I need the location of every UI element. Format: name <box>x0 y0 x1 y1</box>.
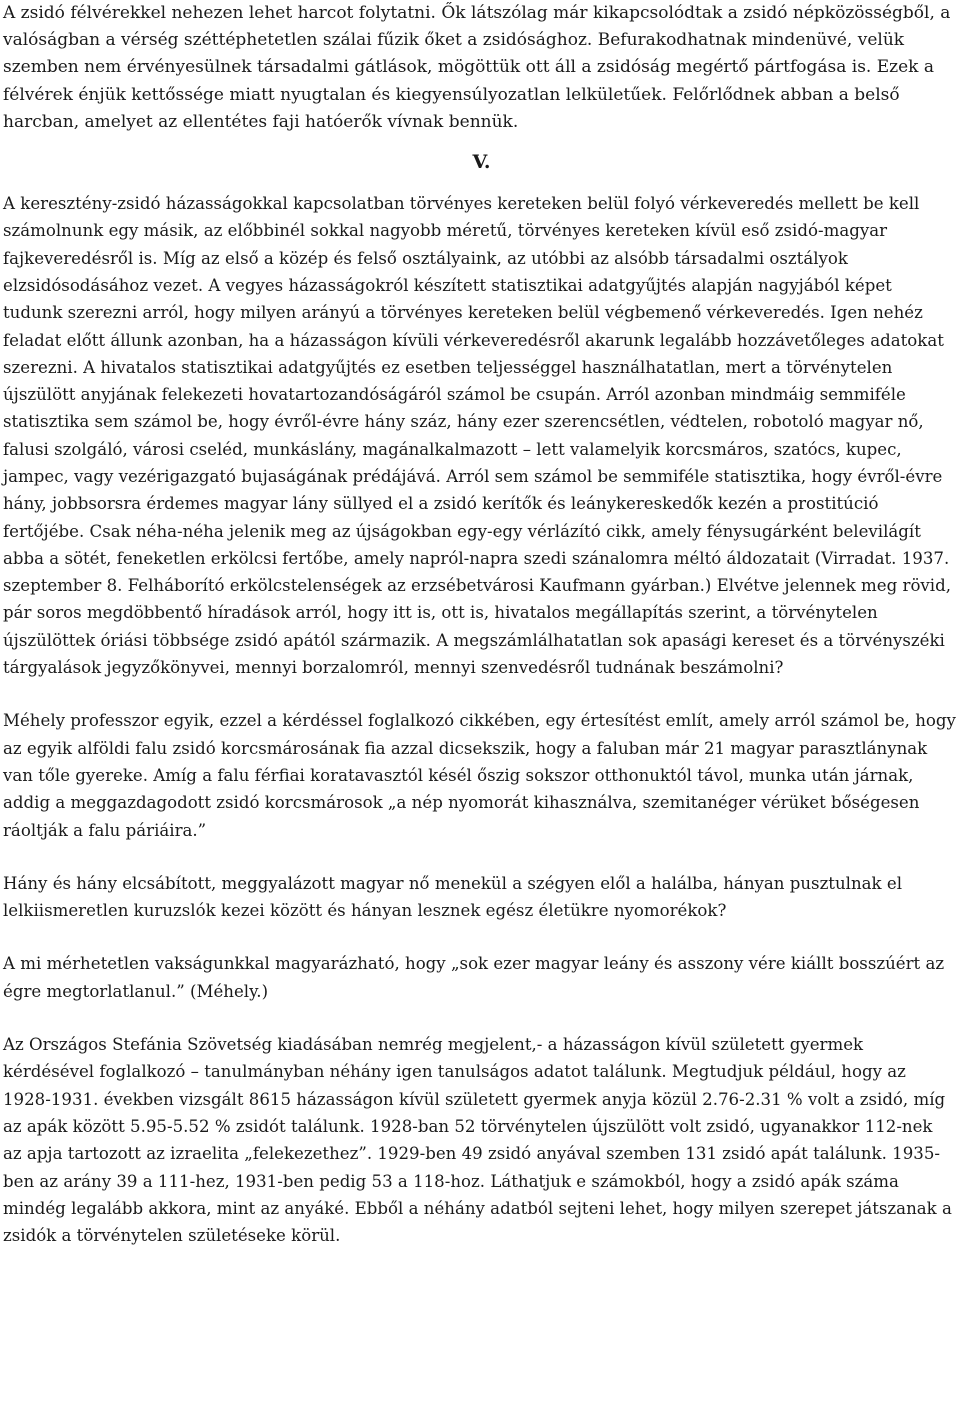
body-paragraph-1: A keresztény-zsidó házasságokkal kapcsolatban törvényes kereteken belül folyó vérkeveredés mellett be kell számolnunk egy másik, az előbbinél sokkal nagyobb méretű, törvényes kereteken kívül eső zsidó-magyar fajkeveredésről is. Míg az első a közép és felső osztályaink, az utóbbi az alsóbb társadalmi osztályok elzsidósodásához vezet. A vegyes házasságokról készített statisztikai adatgyűjtés alapján nagyjából képet tudunk szerezni arról, hogy milyen arányú a törvényes kereteken belül végbemenő vérkeveredés. Igen nehéz feladat előtt állunk azonban, ha a házasságon kívüli vérkeveredésről akarunk legalább hozzávetőleges adatokat szerezni. A hivatalos statisztikai adatgyűjtés ez esetben teljességgel használhatatlan, mert a törvénytelen újszülött anyjának felekezeti hovatartozandóságáról számol be csupán. Arról azonban mindmáig semmiféle statisztika sem számol be, hogy évről-évre hány száz, hány ezer szerencsétlen, védtelen, robotoló magyar nő, falusi szolgáló, városi cseléd, munkáslány, magánalkalmazott – lett valamelyik korcsmáros, szatócs, kupec, jampec, vagy vezérigazgató bujaságának prédájává. Arról sem számol be semmiféle statisztika, hogy évről-évre hány, jobbsorsra érdemes magyar lány süllyed el a zsidó kerítők és leánykereskedők kezén a prostitúció fertőjébe. Csak néha-néha jelenik meg az újságokban egy-egy vérlázító cikk, amely fénysugárként belevilágít abba a sötét, feneketlen erkölcsi fertőbe, amely napról-napra szedi szánalomra méltó áldozatait (Virradat. 1937. szeptember 8. Felháborító erkölcstelenségek az erzsébetvárosi Kaufmann gyárban.) Elvétve jelennek meg rövid, pár soros megdöbbentő híradások arról, hogy itt is, ott is, hivatalos megállapítás szerint, a törvénytelen újszülöttek óriási többsége zsidó apától származik. A megszámlálhatatlan sok apasági kereset és a törvényszéki tárgyalások jegyzőkönyvei, mennyi borzalomról, mennyi szenvedésről tudnának beszámolni? <box>3 194 952 678</box>
body-paragraph-2: Méhely professzor egyik, ezzel a kérdéssel foglalkozó cikkében, egy értesítést említ, amely arról számol be, hogy az egyik alföldi falu zsidó korcsmárosának fia azzal dicsekszik, hogy a faluban már 21 magyar parasztlánynak van tőle gyereke. Amíg a falu férfiai koratavasztól késél őszig sokszor otthonuktól távol, munka után járnak, addig a meggazdagodott zsidó korcsmárosok „a nép nyomorát kihasználva, szemitanéger vérüket bőségesen ráoltják a falu páriáira.” <box>3 711 956 840</box>
body-paragraph-5: Az Országos Stefánia Szövetség kiadásában nemrég megjelent,- a házasságon kívül született gyermek kérdésével foglalkozó – tanulmányban néhány igen tanulságos adatot találunk. Megtudjuk például, hogy az 1928-1931. években vizsgált 8615 házasságon kívül született gyermek anyja közül 2.76-2.31 % volt a zsidó, míg az apák között 5.95-5.52 % zsidót találunk. 1928-ban 52 törvénytelen újszülött volt zsidó, ugyanakkor 112-nek az apja tartozott az izraelita „felekezethez”. 1929-ben 49 zsidó anyával szemben 131 zsidó apát találunk. 1935-ben az arány 39 a 111-hez, 1931-ben pedig 53 a 118-hoz. Láthatjuk e számokból, hogy a zsidó apák száma mindég legalább akkora, mint az anyáké. Ebből a néhány adatból sejteni lehet, hogy milyen szerepet játszanak a zsidók a törvénytelen születéseke körül. <box>3 1035 952 1246</box>
paragraph-spacer <box>3 924 956 950</box>
intro-paragraph: A zsidó félvérekkel nehezen lehet harcot folytatni. Ők látszólag már kikapcsolódtak a zsidó népközösségből, a valóságban a vérség széttéphetetlen szálai fűzik őket a zsidósághoz. Befurakodhatnak mindenüvé, velük szemben nem érvényesülnek társadalmi gátlások, mögöttük ott áll a zsidóság megértő pártfogása is. Ezek a félvérek énjük kettőssége miatt nyugtalan és kiegyensúlyozatlan lelkületűek. Felőrlődnek abban a belső harcban, amelyet az ellentétes faji hatóerők vívnak bennük. <box>3 3 951 132</box>
body-paragraph-4: A mi mérhetetlen vakságunkkal magyarázható, hogy „sok ezer magyar leány és asszony vére kiállt bosszúért az égre megtorlatlanul.” (Méhely.) <box>3 954 945 1001</box>
paragraph-spacer <box>3 844 956 870</box>
section-heading: V. <box>472 151 491 174</box>
paragraph-spacer <box>3 1005 956 1031</box>
paragraph-spacer <box>3 681 956 707</box>
body-paragraph-3: Hány és hány elcsábított, meggyalázott magyar nő menekül a szégyen elől a halálba, hányan pusztulnak el lelkiismeretlen kuruzslók kezei között és hányan lesznek egész életükre nyomorékok? <box>3 873 903 921</box>
